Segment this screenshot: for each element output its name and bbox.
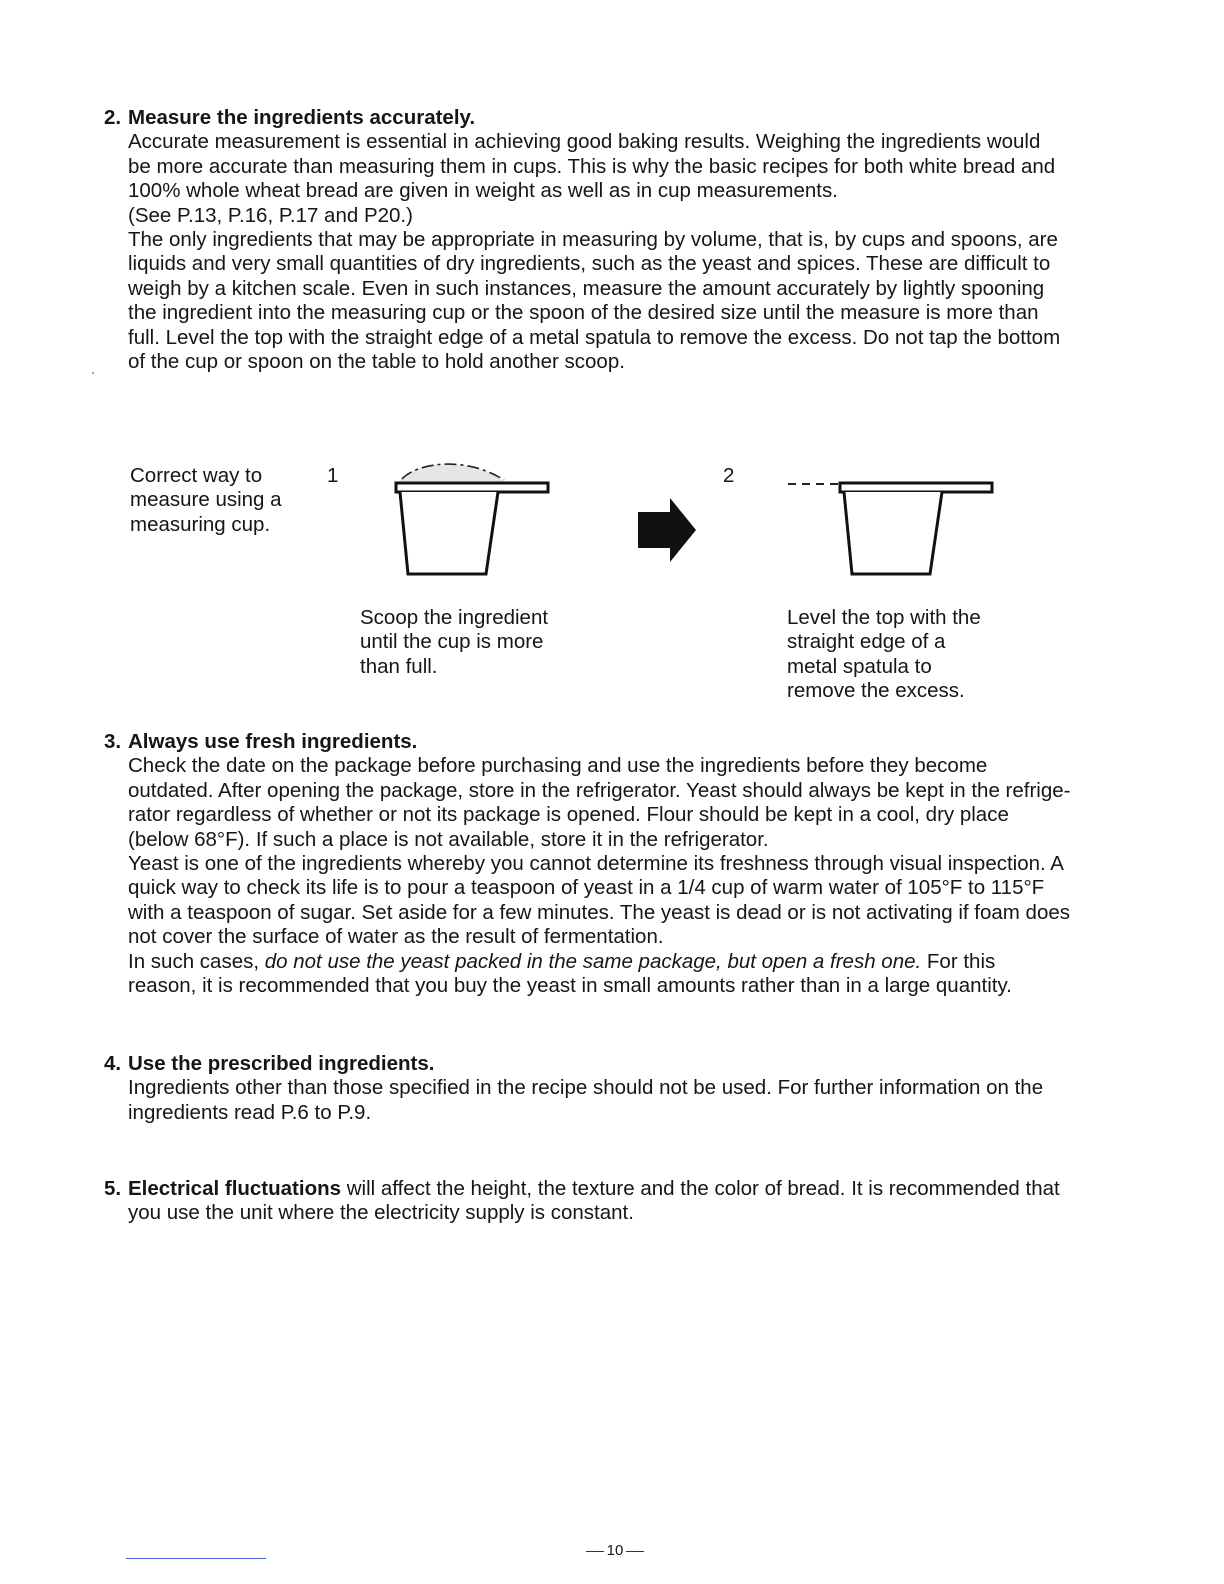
section-number: 4. [104,1052,122,1075]
paragraph-line: the ingredient into the measuring cup or the spoon of the desired size until the measure is more than [128,301,1039,325]
cup-leveled-illustration [786,452,998,584]
paragraph-line: (below 68°F). If such a place is not available, store it in the refrigerator. [128,827,769,851]
text-run: will affect the height, the texture and the color of bread. It is recommended that [341,1177,1060,1200]
caption-line: measuring cup. [130,512,271,536]
footer-rule [126,1558,266,1559]
caption-line: measure using a [130,488,282,512]
step-line: Level the top with the [787,606,981,629]
section-number: 3. [104,730,122,753]
figure-caption [130,464,282,537]
step-2-description [787,606,981,704]
cup-overfull-illustration [388,452,558,584]
cup-body [844,492,942,574]
section-5 [104,1177,1134,1226]
section-3 [104,730,1134,998]
paragraph-line: 100% whole wheat bread are given in weight as well as in cup measurements. [128,179,838,203]
section-number: 2. [104,106,122,129]
paragraph-line [128,950,1134,974]
text-run: For this [926,949,996,973]
section-4 [104,1052,1134,1125]
step-2-number: 2 [723,464,735,487]
page-number [560,1542,670,1559]
step-line: until the cup is more [360,630,544,654]
paragraph-line: The only ingredients that may be appropriate in measuring by volume, that is, by cups and spoons, are [128,228,1058,252]
paragraph-line: outdated. After opening the package, store in the refrigerator. Yeast should always be kept in the refrige- [128,778,1071,802]
caption-line: Correct way to [130,464,263,487]
cup-rim [396,483,548,492]
cup-rim [840,483,992,492]
scan-speck [92,372,94,374]
dash-icon [626,1551,644,1552]
text-run: In such cases, [128,949,260,973]
step-line: straight edge of a [787,630,946,654]
section-heading: Use the prescribed ingredients. [128,1052,435,1075]
section-lead: Electrical fluctuations [128,1177,342,1200]
paragraph-line: ingredients read P.6 to P.9. [128,1100,372,1124]
heaped-ingredient [398,464,506,483]
paragraph-line: (See P.13, P.16, P.17 and P20.) [128,203,413,227]
step-line: Scoop the ingredient [360,606,549,629]
page-number-value: 10 [606,1542,624,1559]
cup-body [400,492,498,574]
step-line: than full. [360,654,438,678]
section-heading: Measure the ingredients accurately. [128,106,476,129]
paragraph-line: Accurate measurement is essential in achieving good baking results. Weighing the ingredients would [128,130,1041,154]
section-2 [104,106,1134,374]
italic-note: do not use the yeast packed in the same package, but open a fresh one. [264,949,922,973]
paragraph-line: rator regardless of whether or not its package is opened. Flour should be kept in a cool, dry place [128,803,1009,827]
paragraph-line [128,1177,1134,1201]
paragraph-line: be more accurate than measuring them in cups. This is why the basic recipes for both white bread and [128,154,1056,178]
paragraph-line: Check the date on the package before purchasing and use the ingredients before they become [128,754,988,778]
section-heading: Always use fresh ingredients. [128,730,418,753]
step-1-number: 1 [327,464,339,487]
section-number: 5. [104,1177,122,1200]
step-line: remove the excess. [787,679,965,703]
step-1-description [360,606,548,679]
dash-icon [586,1551,604,1552]
paragraph-line: quick way to check its life is to pour a teaspoon of yeast in a 1/4 cup of warm water of 105°F to 115°F [128,876,1045,900]
paragraph-line: not cover the surface of water as the result of fermentation. [128,925,664,949]
paragraph-line: weigh by a kitchen scale. Even in such instances, measure the amount accurately by lightly spooning [128,276,1045,300]
paragraph-line: liquids and very small quantities of dry ingredients, such as the yeast and spices. These are difficult to [128,252,1051,276]
step-line: metal spatula to [787,654,932,678]
paragraph-line: of the cup or spoon on the table to hold another scoop. [128,350,625,374]
paragraph-line: Ingredients other than those specified in the recipe should not be used. For further information on the [128,1076,1044,1100]
paragraph-line: you use the unit where the electricity supply is constant. [128,1201,634,1225]
paragraph-line: full. Level the top with the straight edge of a metal spatula to remove the excess. Do not tap the bottom [128,325,1061,349]
arrow-right-icon [636,496,698,564]
paragraph-line: reason, it is recommended that you buy the yeast in small amounts rather than in a large quantity. [128,974,1012,998]
paragraph-line: Yeast is one of the ingredients whereby you cannot determine its freshness through visual inspection. A [128,852,1064,876]
paragraph-line: with a teaspoon of sugar. Set aside for a few minutes. The yeast is dead or is not activating if foam does [128,900,1071,924]
